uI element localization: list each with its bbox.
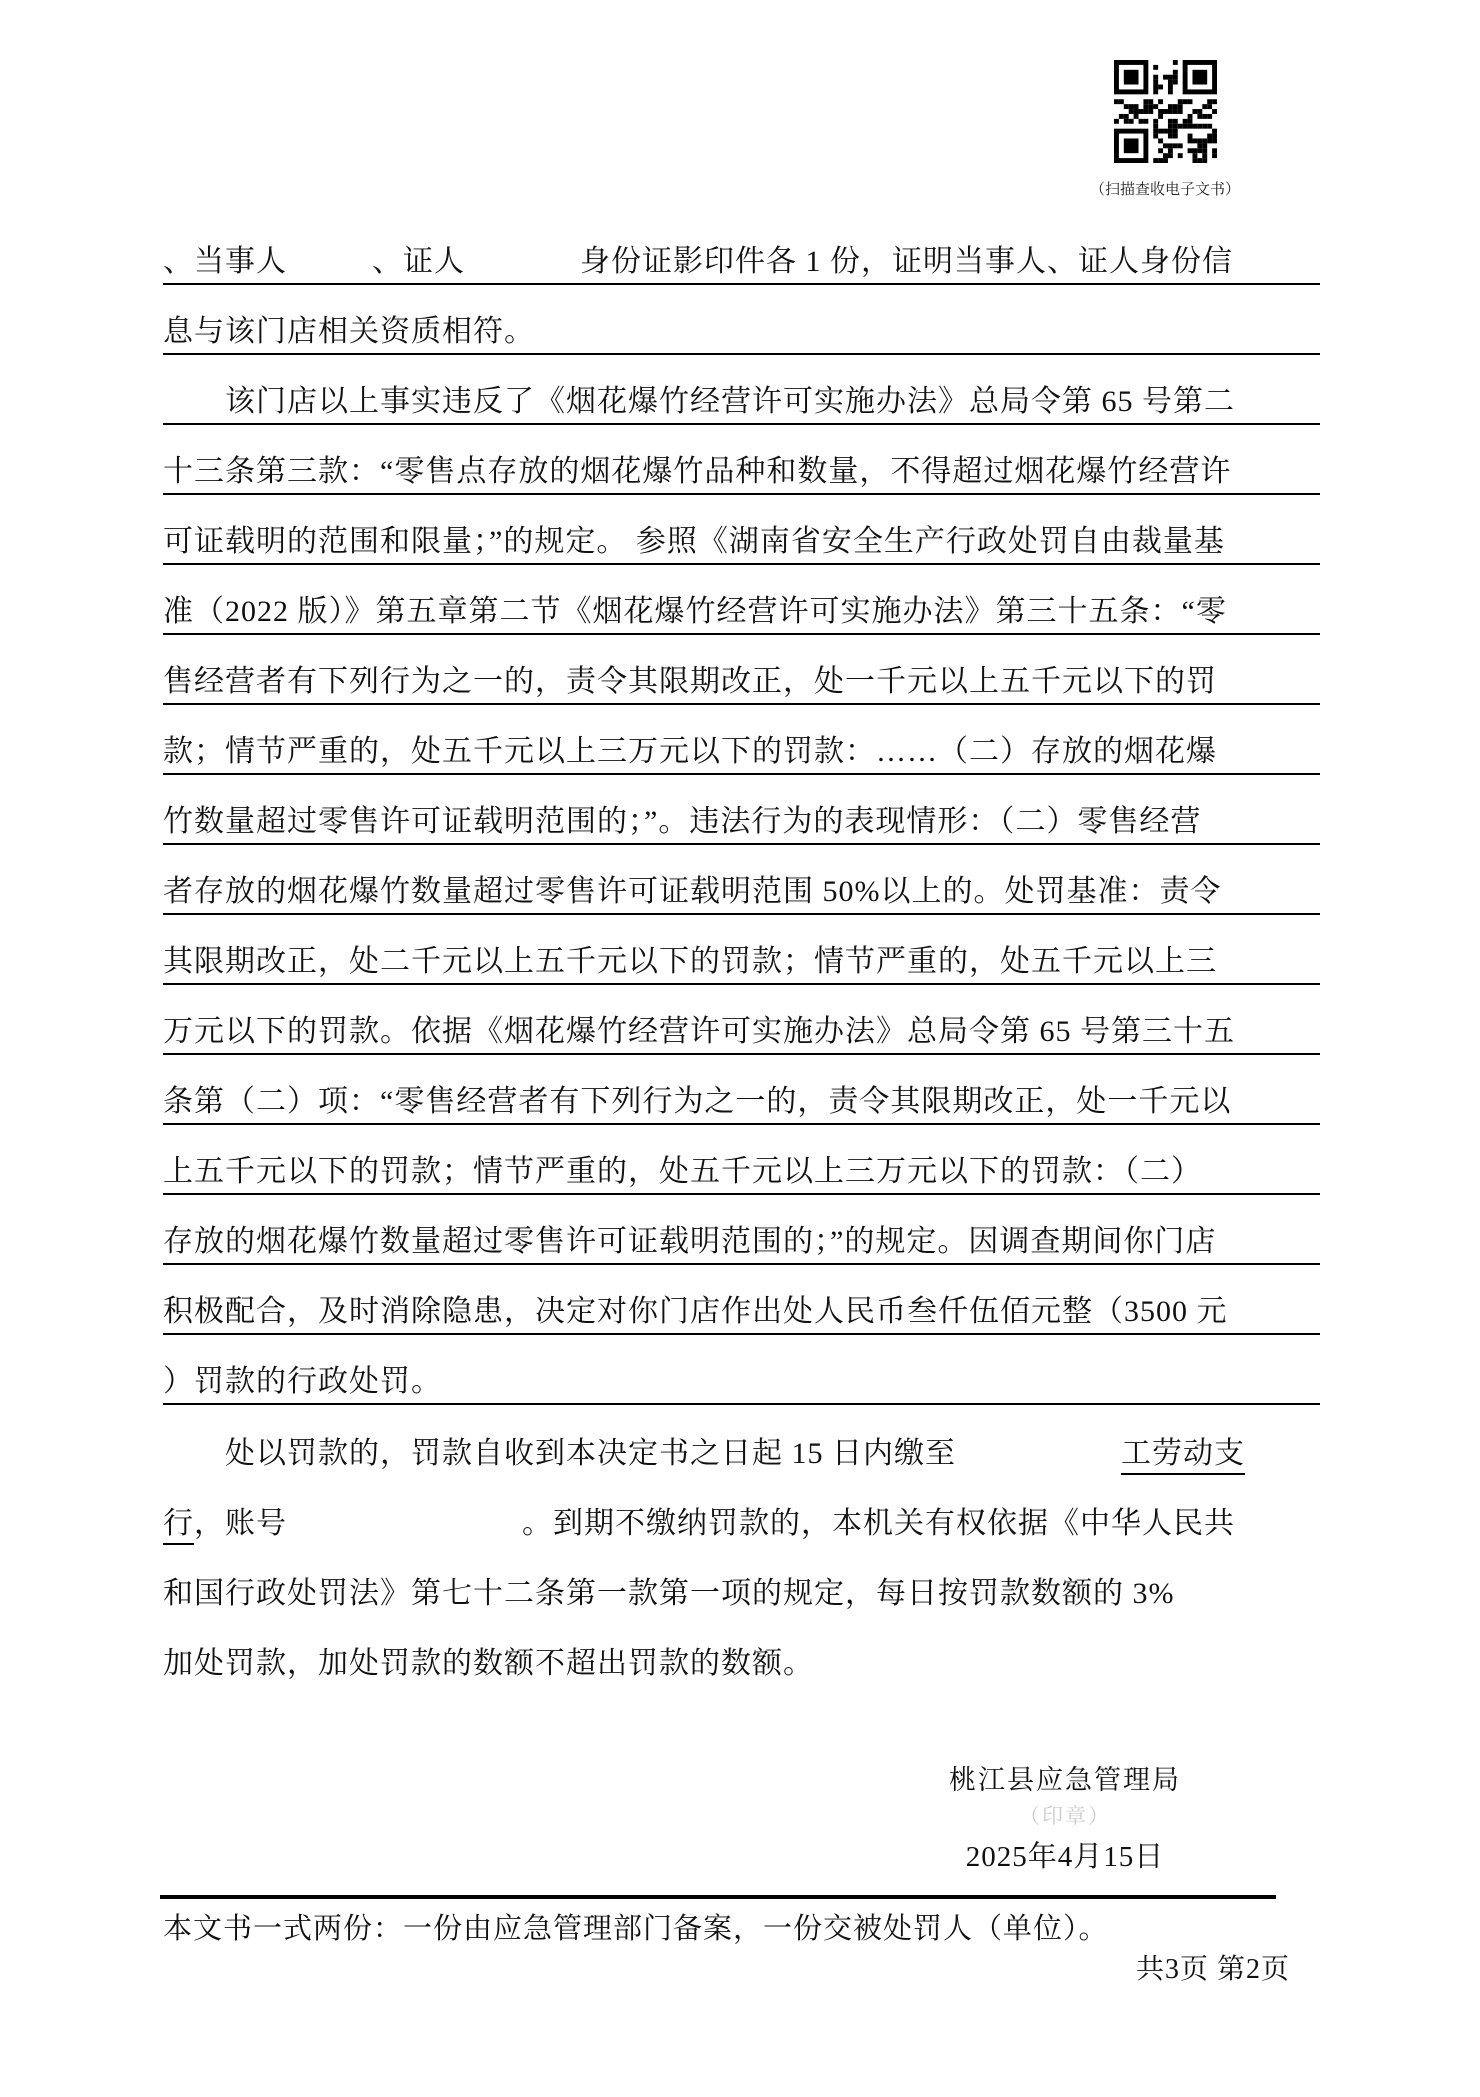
- document-line: [163, 1615, 1320, 1685]
- document-line: [163, 845, 1320, 915]
- line-segment: 万元以下的罚款。依据《烟花爆竹经营许可实施办法》总局令第 65 号第三十五: [163, 1015, 1235, 1048]
- document-line: [163, 1475, 1320, 1545]
- line-segment: 者存放的烟花爆竹数量超过零售许可证载明范围 50%以上的。处罚基准：责令: [163, 875, 1222, 908]
- document-line: [163, 425, 1320, 495]
- line-segment: 可证载明的范围和限量；”的规定。 参照《湖南省安全生产行政处罚自由裁量基: [163, 525, 1225, 558]
- document-line: [163, 285, 1320, 355]
- document-line: [163, 775, 1320, 845]
- line-text: [163, 586, 1320, 633]
- document-line: [163, 565, 1320, 635]
- line-segment: 上五千元以下的罚款；情节严重的，处五千元以上三万元以下的罚款：（二）: [163, 1155, 1202, 1188]
- signature-block: [900, 1758, 1230, 1875]
- document-line: [163, 1265, 1320, 1335]
- document-line: [163, 495, 1320, 565]
- line-text: [163, 446, 1320, 493]
- document-line: [163, 1125, 1320, 1195]
- line-segment: 息与该门店相关资质相符。: [163, 315, 535, 348]
- document-line: [163, 1545, 1320, 1615]
- line-text: [163, 1356, 1320, 1403]
- line-segment: ，账号: [194, 1507, 287, 1540]
- document-line: [163, 215, 1320, 285]
- line-text: [163, 236, 1320, 283]
- seal-placeholder: （印章）: [1019, 1804, 1111, 1828]
- line-text: [163, 936, 1320, 983]
- document-line: [163, 1055, 1320, 1125]
- document-line: [163, 355, 1320, 425]
- document-line: [163, 635, 1320, 705]
- line-segment: 竹数量超过零售许可证载明范围的；”。违法行为的表现情形：（二）零售经营: [163, 805, 1202, 838]
- footer-divider: [160, 1895, 1276, 1899]
- document-line: [163, 985, 1320, 1055]
- footer-note: 本文书一式两份：一份由应急管理部门备案，一份交被处罚人（单位）。: [163, 1913, 1109, 1945]
- line-segment: 。到期不缴纳罚款的，本机关有权依据《中华人民共: [522, 1507, 1235, 1540]
- line-segment: 身份证影印件各 1 份，证明当事人、证人身份信: [580, 245, 1233, 278]
- line-segment: 条第（二）项：“零售经营者有下列行为之一的，责令其限期改正，处一千元以: [163, 1085, 1232, 1118]
- line-segment: 加处罚款，加处罚款的数额不超出罚款的数额。: [163, 1647, 814, 1680]
- line-text: [163, 516, 1320, 563]
- line-segment: ）罚款的行政处罚。: [163, 1365, 442, 1398]
- line-text: [163, 306, 1320, 353]
- line-text: [163, 1498, 1320, 1545]
- line-text: [163, 1286, 1320, 1333]
- line-text: [163, 866, 1320, 913]
- issuing-agency: 桃江县应急管理局: [949, 1765, 1181, 1795]
- line-text: [163, 1146, 1320, 1193]
- line-text: [163, 1216, 1320, 1263]
- line-text: [163, 1006, 1320, 1053]
- line-segment: 积极配合，及时消除隐患，决定对你门店作出处人民币叁仟伍佰元整（3500 元: [163, 1295, 1228, 1328]
- line-text: [163, 1428, 1320, 1475]
- document-line: [163, 915, 1320, 985]
- qr-caption: （扫描查收电子文书）: [1089, 182, 1240, 198]
- line-segment: 其限期改正，处二千元以上五千元以下的罚款；情节严重的，处五千元以上三: [163, 945, 1217, 978]
- line-segment: 和国行政处罚法》第七十二条第一款第一项的规定，每日按罚款数额的 3%: [163, 1577, 1175, 1610]
- page-indicator: 共3页 第2页: [1135, 1954, 1290, 1985]
- line-text: [163, 656, 1320, 703]
- line-segment: 行: [163, 1507, 194, 1545]
- line-segment: 售经营者有下列行为之一的，责令其限期改正，处一千元以上五千元以下的罚: [163, 665, 1217, 698]
- document-line: [163, 705, 1320, 775]
- line-segment: 、证人: [372, 245, 465, 278]
- line-text: [163, 726, 1320, 773]
- line-segment: 处以罚款的，罚款自收到本决定书之日起 15 日内缴至: [225, 1437, 956, 1470]
- line-segment: 工劳动支: [1121, 1437, 1245, 1475]
- line-segment: 准（2022 版）》第五章第二节《烟花爆竹经营许可实施办法》第三十五条：“零: [163, 595, 1227, 628]
- qr-code-icon: [1114, 60, 1217, 163]
- qr-block: [1080, 60, 1250, 199]
- line-segment: 十三条第三款：“零售点存放的烟花爆竹品种和数量，不得超过烟花爆竹经营许: [163, 455, 1232, 488]
- line-segment: 、当事人: [163, 245, 287, 278]
- document-body: [163, 215, 1320, 1685]
- decision-date: 2025年4月15日: [965, 1841, 1165, 1873]
- line-text: [163, 1568, 1320, 1615]
- line-segment: 该门店以上事实违反了《烟花爆竹经营许可实施办法》总局令第 65 号第二: [225, 385, 1235, 418]
- line-text: [163, 1076, 1320, 1123]
- document-line: [163, 1405, 1320, 1475]
- line-text: [163, 796, 1320, 843]
- line-text: [163, 376, 1320, 423]
- line-text: [163, 1638, 1320, 1685]
- document-line: [163, 1335, 1320, 1405]
- line-segment: 存放的烟花爆竹数量超过零售许可证载明范围的；”的规定。因调查期间你门店: [163, 1225, 1217, 1258]
- line-segment: 款；情节严重的，处五千元以上三万元以下的罚款：……（二）存放的烟花爆: [163, 735, 1217, 768]
- document-line: [163, 1195, 1320, 1265]
